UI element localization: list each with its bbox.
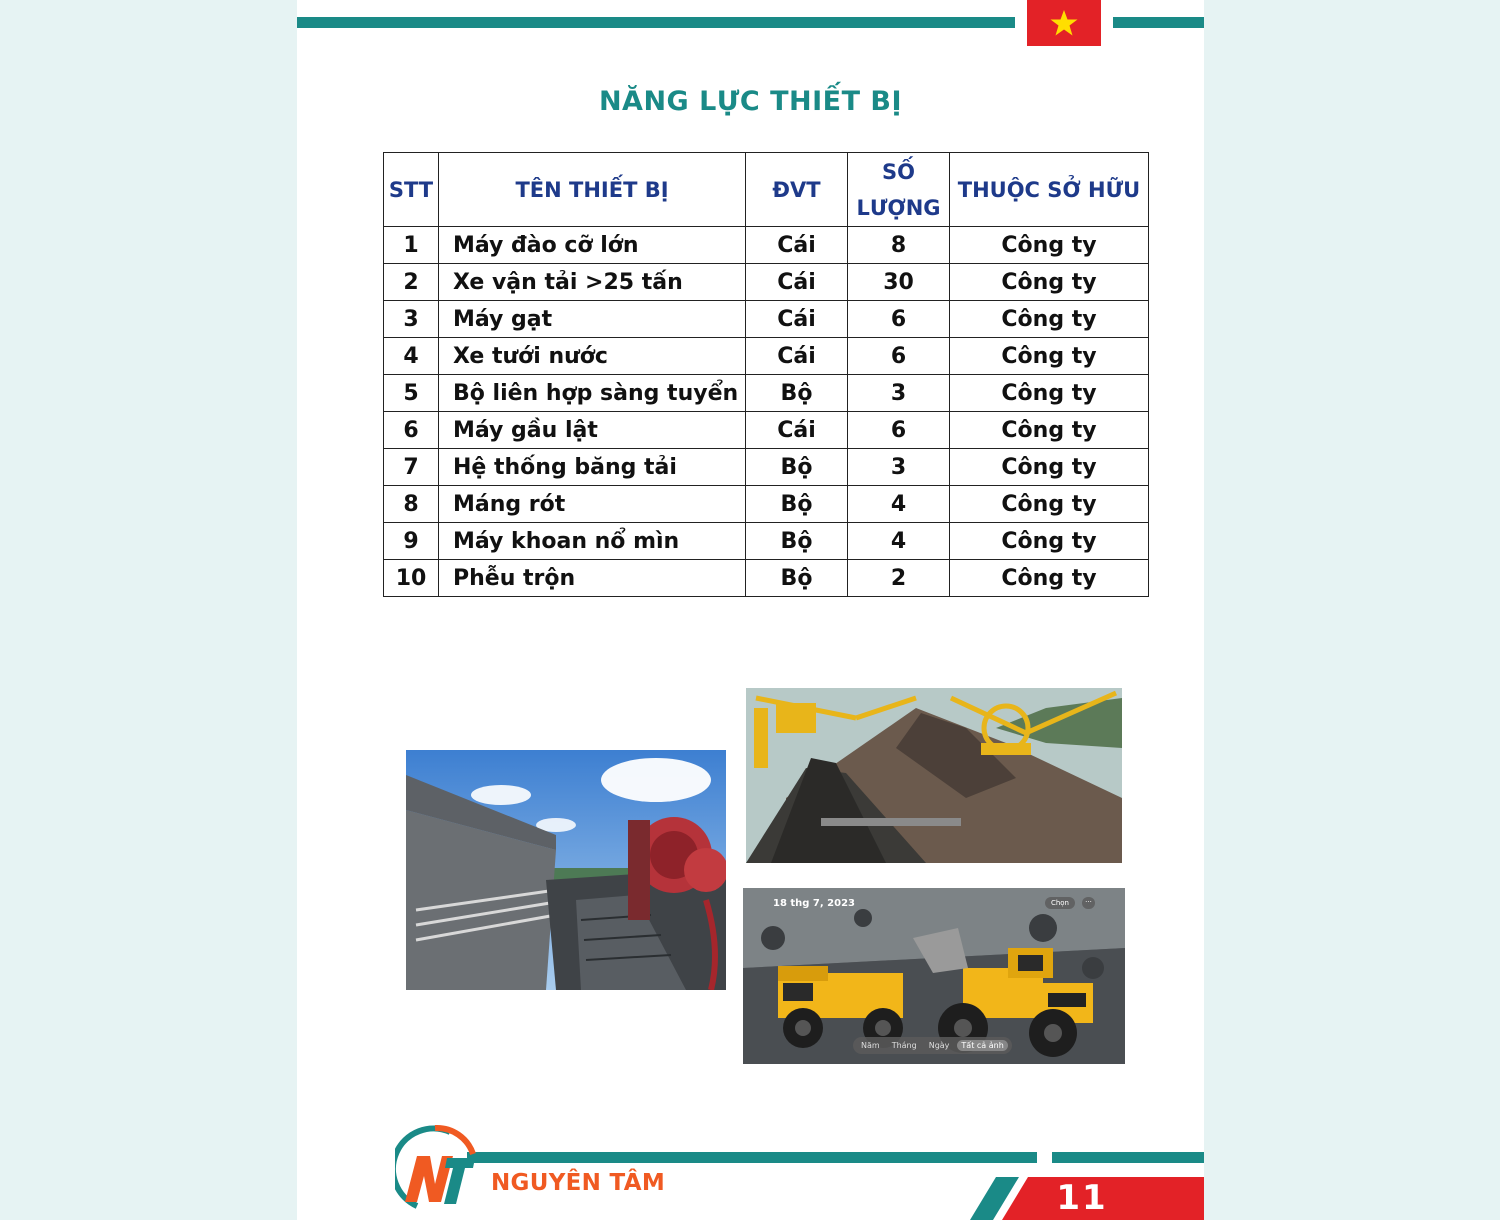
photo-tab-all: Tất cả ảnh [957, 1040, 1007, 1051]
photo-tab-year: Năm [861, 1041, 880, 1050]
cell-owner: Công ty [950, 264, 1149, 301]
cell-owner: Công ty [950, 412, 1149, 449]
photo-date-label: 18 thg 7, 2023 [773, 898, 856, 909]
nguyen-tam-logo-icon [395, 1124, 477, 1212]
cell-stt: 7 [384, 449, 439, 486]
photo-choose-button: Chọn [1045, 897, 1075, 909]
cell-unit: Cái [746, 412, 848, 449]
cell-stt: 5 [384, 375, 439, 412]
cell-name: Máy gạt [439, 301, 746, 338]
header-stt: STT [384, 153, 439, 227]
cell-name: Phễu trộn [439, 560, 746, 597]
photo-more-button: ··· [1082, 897, 1095, 909]
cell-qty: 6 [848, 338, 950, 375]
cell-stt: 6 [384, 412, 439, 449]
cell-owner: Công ty [950, 227, 1149, 264]
table-row [384, 227, 1149, 264]
table-header-row [384, 153, 1149, 227]
document-page [297, 0, 1204, 1220]
equipment-table [383, 152, 1149, 597]
cell-stt: 1 [384, 227, 439, 264]
table-row [384, 449, 1149, 486]
cell-unit: Bộ [746, 523, 848, 560]
footer-decorative-bar [467, 1152, 1037, 1163]
table-row [384, 560, 1149, 597]
cell-owner: Công ty [950, 301, 1149, 338]
cell-qty: 4 [848, 523, 950, 560]
cell-unit: Cái [746, 301, 848, 338]
cell-unit: Bộ [746, 560, 848, 597]
header-qty: SỐ LƯỢNG [848, 153, 950, 227]
cell-qty: 6 [848, 301, 950, 338]
cell-qty: 30 [848, 264, 950, 301]
top-decorative-bar-right [1113, 17, 1204, 28]
cell-unit: Bộ [746, 449, 848, 486]
brand-name: NGUYÊN TÂM [491, 1170, 666, 1196]
cell-stt: 3 [384, 301, 439, 338]
cell-name: Máng rót [439, 486, 746, 523]
cell-stt: 9 [384, 523, 439, 560]
cell-name: Máy đào cỡ lớn [439, 227, 746, 264]
cell-unit: Cái [746, 264, 848, 301]
cell-name: Hệ thống băng tải [439, 449, 746, 486]
table-row [384, 523, 1149, 560]
table-row [384, 412, 1149, 449]
vietnam-flag-icon [1027, 0, 1101, 46]
cell-unit: Cái [746, 338, 848, 375]
cell-stt: 8 [384, 486, 439, 523]
cell-qty: 3 [848, 375, 950, 412]
header-unit: ĐVT [746, 153, 848, 227]
table-row [384, 338, 1149, 375]
cell-name: Máy khoan nổ mìn [439, 523, 746, 560]
cell-unit: Cái [746, 227, 848, 264]
table-row [384, 375, 1149, 412]
cell-owner: Công ty [950, 560, 1149, 597]
cell-owner: Công ty [950, 449, 1149, 486]
cell-qty: 8 [848, 227, 950, 264]
cell-qty: 2 [848, 560, 950, 597]
cell-owner: Công ty [950, 338, 1149, 375]
table-row [384, 301, 1149, 338]
cell-qty: 4 [848, 486, 950, 523]
cell-unit: Bộ [746, 486, 848, 523]
cell-name: Máy gầu lật [439, 412, 746, 449]
cell-owner: Công ty [950, 523, 1149, 560]
photo-tab-month: Tháng [891, 1041, 917, 1050]
cell-stt: 4 [384, 338, 439, 375]
photo-tab-day: Ngày [928, 1041, 950, 1050]
photo-view-tabs [853, 1037, 1012, 1054]
cell-owner: Công ty [950, 375, 1149, 412]
header-name: TÊN THIẾT BỊ [439, 153, 746, 227]
coal-stockpile-photo [746, 688, 1122, 863]
page-title: NĂNG LỰC THIẾT BỊ [598, 86, 903, 117]
cell-name: Xe tưới nước [439, 338, 746, 375]
cell-name: Xe vận tải >25 tấn [439, 264, 746, 301]
table-row [384, 486, 1149, 523]
cell-stt: 2 [384, 264, 439, 301]
cell-qty: 3 [848, 449, 950, 486]
cell-unit: Bộ [746, 375, 848, 412]
table-row [384, 264, 1149, 301]
cell-stt: 10 [384, 560, 439, 597]
screening-plant-photo [406, 750, 726, 990]
cell-qty: 6 [848, 412, 950, 449]
header-owner: THUỘC SỞ HỮU [950, 153, 1149, 227]
mining-trucks-photo [743, 888, 1125, 1064]
cell-owner: Công ty [950, 486, 1149, 523]
footer-decorative-bar-right [1052, 1152, 1204, 1163]
cell-name: Bộ liên hợp sàng tuyển [439, 375, 746, 412]
top-decorative-bar [297, 17, 1015, 28]
page-number: 11 [1056, 1178, 1108, 1218]
